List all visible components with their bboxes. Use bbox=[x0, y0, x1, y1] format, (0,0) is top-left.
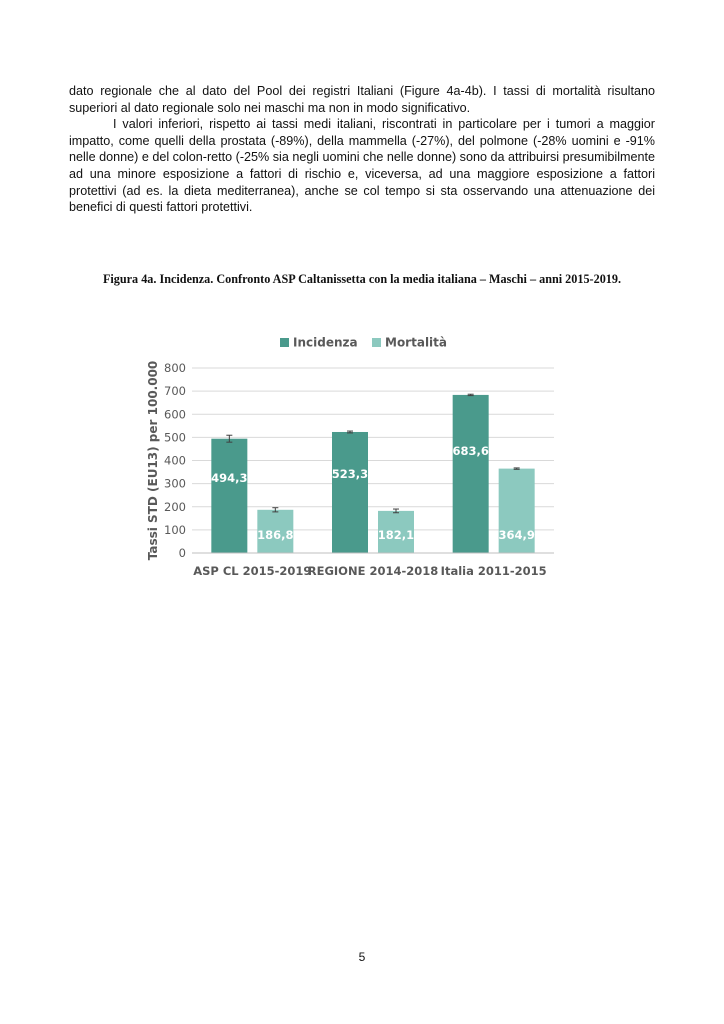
y-tick-label: 600 bbox=[164, 407, 186, 422]
legend-label: Incidenza bbox=[293, 335, 358, 350]
paragraph-1: dato regionale che al dato del Pool dei registri Italiani (Figure 4a-4b). I tassi di mortalità risultano superiori al dato regionale solo nei maschi ma non in modo significativo. bbox=[69, 84, 655, 115]
y-tick-label: 200 bbox=[164, 499, 186, 514]
data-label: 186,8 bbox=[257, 528, 294, 542]
data-label: 364,9 bbox=[498, 528, 535, 542]
y-axis-label: Tassi STD (EU13) per 100.000 bbox=[146, 360, 160, 561]
data-label: 523,3 bbox=[331, 466, 369, 481]
paragraph-2: I valori inferiori, rispetto ai tassi medi italiani, riscontrati in particolare per i tumori a maggior impatto, come quelli della prostata (-89%), della mammella (-27%), del polmone (-28% uomini e -91% nelle donne) e del colon-retto (-25% sia negli uomini che nelle donne) sono da attribuirsi presumibilmente ad una minore esposizione a fattori di rischio e, viceversa, ad una maggiore esposizione a fattori protettivi (ad es. la dieta mediterranea), anche se col tempo si sta osservando una attenuazione dei benefici di questi fattori protettivi. bbox=[69, 117, 655, 215]
data-label: 494,3 bbox=[211, 471, 248, 486]
bar-chart bbox=[130, 330, 570, 590]
legend-swatch bbox=[372, 338, 381, 347]
x-category-label: REGIONE 2014-2018 bbox=[307, 564, 439, 578]
data-label: 683,6 bbox=[452, 443, 489, 458]
y-tick-label: 800 bbox=[164, 361, 186, 375]
bar-incidenza bbox=[453, 395, 489, 553]
figure-caption: Figura 4a. Incidenza. Confronto ASP Caltanissetta con la media italiana – Maschi – anni 2015-2019. bbox=[102, 272, 622, 286]
body-text bbox=[69, 83, 655, 216]
x-category-label: Italia 2011-2015 bbox=[440, 564, 547, 578]
y-tick-label: 300 bbox=[164, 476, 186, 491]
bar-incidenza bbox=[332, 432, 368, 553]
page-number: 5 bbox=[358, 950, 366, 964]
data-label: 182,1 bbox=[377, 528, 415, 542]
y-tick-label: 700 bbox=[164, 384, 186, 399]
legend-label: Mortalità bbox=[385, 335, 447, 350]
y-tick-label: 500 bbox=[164, 430, 186, 445]
y-tick-label: 400 bbox=[164, 453, 186, 468]
x-category-label: ASP CL 2015-2019 bbox=[193, 564, 312, 578]
legend-swatch bbox=[280, 338, 289, 347]
bar-incidenza bbox=[211, 439, 247, 553]
y-tick-label: 100 bbox=[164, 522, 186, 537]
y-tick-label: 0 bbox=[178, 546, 186, 560]
